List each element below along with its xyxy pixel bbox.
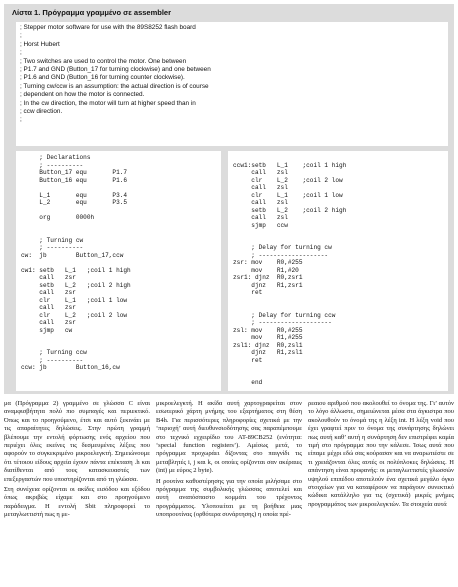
article-body: [4, 400, 454, 583]
code-line: Button_17 equ P1.7: [21, 169, 128, 176]
code-line: L_2 equ P3.5: [21, 199, 128, 206]
header-comment-line: ; Horst Hubert: [20, 40, 60, 48]
code-line: ; --------------------: [233, 319, 332, 326]
code-line: cw: jb Button_17,ccw: [21, 251, 124, 259]
code-line: ; -------------------: [233, 251, 329, 259]
code-line: call zsr: [21, 319, 76, 326]
code-line: ; Turning cw: [21, 236, 84, 244]
header-comment-line: ; Turning cw/ccw is an assumption: the actual direction is of course: [20, 82, 209, 90]
code-line: [233, 237, 443, 245]
code-line: [21, 259, 216, 267]
header-comment-line: ; Stepper motor software for use with the 89S8252 flash board: [20, 24, 196, 31]
code-line: [21, 342, 216, 350]
code-line: zsr: mov R0,#255: [233, 259, 303, 266]
code-line: org 0000h: [21, 214, 95, 221]
code-line: [233, 297, 443, 305]
code-line: setb L_2 ;coil 2 high: [233, 206, 347, 214]
listing-box: [4, 4, 454, 394]
code-line: zsl: mov R0,#255: [233, 326, 303, 334]
code-line: ; Turning ccw: [21, 349, 87, 356]
text-column-2: [156, 400, 302, 583]
header-comment-line: ;: [20, 32, 22, 40]
code-line: zsl1: djnz R0,zsl1: [233, 341, 303, 349]
code-line: mov R1,#255: [233, 334, 303, 341]
code-line: setb L_2 ;coil 2 high: [21, 281, 131, 289]
header-comment-line: ; In the cw direction, the motor will turn at higher speed than in: [20, 99, 196, 107]
code-line: [21, 334, 216, 342]
code-line: clr L_1 ;coil 1 low: [21, 296, 128, 304]
code-line: djnz R1,zsl1: [233, 349, 303, 356]
code-line: mov R1,#20: [233, 266, 299, 274]
paragraph: ρεαιου αριθμού που ακολουθεί το όνομα της. Γι’ αυτόν το λόγο άλλωστε, σημειώνεται μέσα στα άγκιστρα που ακολουθούν το όνομά της η λέξη int. Η λέξη void που έχει γραφτεί πριν το όνομα της συνάρτησης δηλώνει πως αυτή καθ’ αυτή η συνάρτηση δεν επιστρέφει καμία τιμή στο πρόγραμμα που την κάλεσε. Ίσως αυτά που είπαμε μέχρι εδώ σας κούρασαν και να αναρωτιέστε σε τι χρειάζονται όλες αυτές οι πολύπλοκες δηλώσεις. Η απάντηση είναι προφανής: οι μεταγλωττιστές γλωσσών υψηλού επιπέδου αποτελούν ένα σχετικά μεγάλο όγκο στοιχείων για να καταφέρουν να παράγουν συνεκτικό κώδικα κατάλληλο για τις (σχετικά) μικρές μνήμες προγραμμάτος των μικροελεγκτών. Τα στοιχεία αυτά: [308, 400, 454, 508]
code-line: [21, 222, 216, 230]
code-line: cw1: setb L_1 ;coil 1 high: [21, 266, 131, 274]
code-line: sjmp ccw: [233, 221, 288, 229]
header-comment-line: ;: [20, 49, 22, 57]
code-line: Button_16 equ P1.6: [21, 176, 128, 184]
code-line: call zsr: [21, 289, 76, 296]
code-line: ; Delay for turning ccw: [233, 311, 336, 319]
code-line: zsr1: djnz R0,zsr1: [233, 274, 303, 281]
code-line: L_1 equ P3.4: [21, 191, 128, 199]
code-line: call zsr: [21, 274, 76, 281]
code-line: djnz R1,zsr1: [233, 281, 303, 289]
code-line: [21, 184, 216, 192]
text-column-3: [308, 400, 454, 583]
paragraph: Η ρουτίνα καθυστέρησης για την οποία μιλήσαμε στο πρόγραμμα της συμβολικής γλώσσας αποτελεί και αυτή αναπόσπαστο κομμάτι του τρέχοντος προγράμματος. Υλοποιείται με τη βοήθεια μιας υποπρουτίνας (ορθότερα συνάρτησης) η οποία πρέ-: [156, 477, 302, 519]
code-line: ; ----------: [21, 161, 84, 169]
code-line: [233, 304, 443, 312]
code-line: [21, 372, 216, 380]
code-line: ccw1:setb L_1 ;coil 1 high: [233, 161, 347, 169]
header-comment-line: ; P1.7 and GND (Button_17 for turning clockwise) and one between: [20, 65, 211, 73]
left-code-panel: [16, 151, 221, 391]
code-line: [21, 229, 216, 237]
code-line: end: [233, 379, 263, 386]
header-comment-line: ; dependent on how the motor is connected.: [20, 91, 145, 99]
code-line: [21, 207, 216, 215]
code-line: ret: [233, 289, 263, 296]
code-line: ret: [233, 356, 263, 364]
header-comment-panel: [16, 22, 448, 146]
code-line: [233, 154, 443, 162]
paragraph: μικροελεγκτή. Η ακίδα αυτή χαρτογραφείται στον εσωτερικό χάρτη μνήμης του εξαρτήματος στη θέση B4h. Για περισσότερες πληροφορίες σχετικά με την ‘περιοχή’ αυτή διευθυνσιοδότησης σας παραπέμπουμε στο τεχνικό εγχειρίδιο του AT-89CB252 (ενότητα: ‘special function registers’). Αμέσως μετά, το πρόγραμμα προχωράει δίζοντας στο παιγνίδι τις μεταβλητές i, j και k, οι οποίες ορίζονται σαν ακέραιες (int) με εύρος 2 byte).: [156, 400, 302, 475]
paragraph: Στη συνέχεια ορίζονται οι ακίδες εισόδου και εξόδου όπως ακριβώς είχαμε και στο προηγούμενο παράδειγμα. Η εντολή Sbit πληροφορεί το μεταγλωττιστή πως η με-: [4, 486, 150, 519]
code-line: clr L_1 ;coil 1 low: [233, 191, 343, 199]
code-line: clr L_2 ;coil 2 low: [233, 176, 343, 184]
code-line: ; ----------: [21, 356, 84, 364]
code-line: [21, 379, 216, 387]
listing-title: Λίστα 1. Πρόγραμμα γραμμένο σε assembler: [12, 8, 172, 17]
header-comment-line: ;: [20, 116, 22, 124]
code-line: call zsr: [21, 304, 76, 311]
code-line: call zsl: [233, 184, 288, 191]
code-line: [233, 229, 443, 237]
header-comment-line: ; P1.6 and GND (Button_16 for turning counter clockwise).: [20, 74, 185, 82]
code-line: ; Declarations: [21, 154, 91, 161]
paragraph: μα (Πρόγραμμα 2) γραμμένο σε γλώσσα C είναι αναμφισβήτητα πολύ πιο συμπαγές και περιεκτικό. Όπως και το προηγούμενο, έτσι και αυτό ξεκινάει με τις απαραίτητες δηλώσεις. Στην πρώτη γραμμή βλέπουμε την εντολή φόρτωσης ενός αρχείου που περιέχει όλες εκείνες τις δεσμευμένες λέξεις που αφορούν το συγκεκριμένο μικροελεγκτή. Σημειώνουμε ότι τέτοιου είδους αρχεία έχουν πάντα επέκταση .h και διατίθενται από τους κατασκευαστές των επεξεργαστών που υποστηρίζονται από τη γλώσσα.: [4, 400, 150, 483]
code-line: call zsl: [233, 199, 288, 206]
code-line: ; ----------: [21, 244, 84, 251]
right-code-panel: [228, 151, 448, 391]
header-comment-line: ; Two switches are used to control the motor. One between: [20, 57, 187, 65]
code-line: ccw: jb Button_16,cw: [21, 364, 120, 371]
header-comment-line: ; ccw direction.: [20, 107, 63, 115]
code-line: [233, 364, 443, 372]
code-line: ; Delay for turning cw: [233, 244, 332, 251]
text-column-1: [4, 400, 150, 583]
code-line: sjmp cw: [21, 326, 73, 334]
code-line: [233, 372, 443, 380]
code-line: call zsl: [233, 214, 288, 221]
code-line: clr L_2 ;coil 2 low: [21, 311, 128, 319]
code-line: call zsl: [233, 169, 288, 176]
